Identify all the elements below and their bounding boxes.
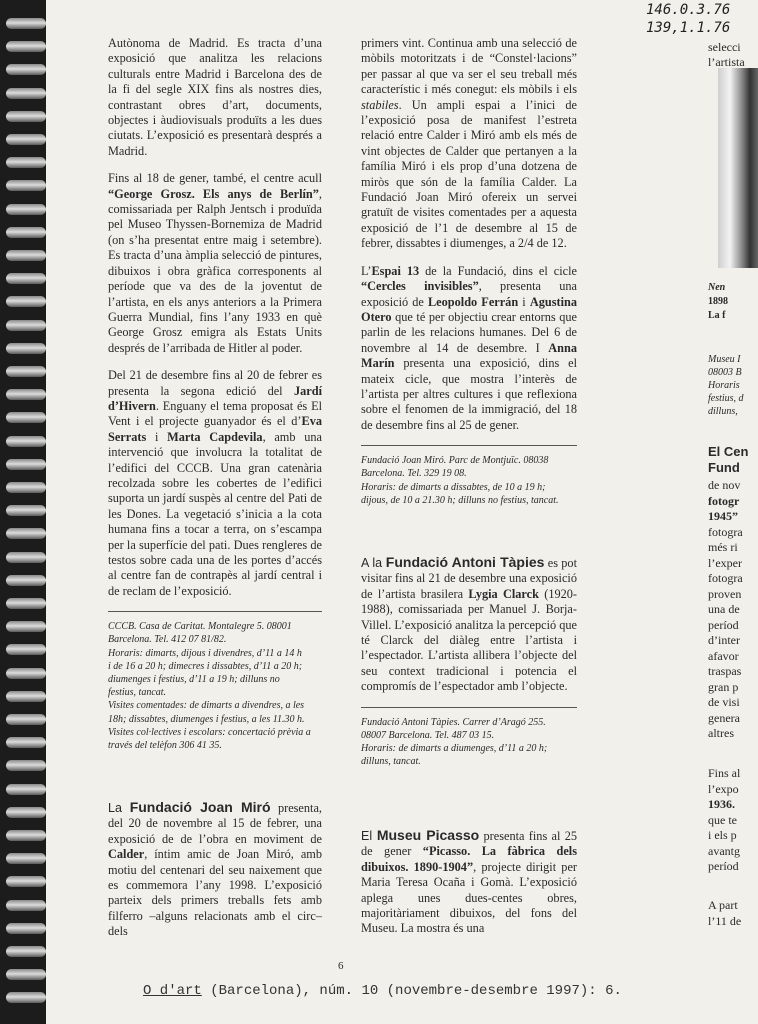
binding-coil: [6, 157, 46, 168]
binding-coil: [6, 923, 46, 934]
binding-coil: [6, 88, 46, 99]
miro-info: Fundació Joan Miró. Parc de Montjuïc. 08038 Barcelona. Tel. 329 19 08. Horaris: de dimarts a dissabtes, de 10 a 19 h; dijous, de 10 a 21.30 h; dilluns no festius, tancat.: [361, 455, 559, 506]
binding-coil: [6, 598, 46, 609]
fragment-line: l’11 de: [708, 913, 742, 928]
binding-coil: [6, 760, 46, 771]
fragment-line: 1936.: [708, 797, 735, 811]
binding-coil: [6, 737, 46, 748]
binding-coil: [6, 111, 46, 122]
fragment-line: fotogra: [708, 524, 743, 539]
page-number: 6: [338, 960, 344, 972]
fragment-line: de nov: [708, 478, 741, 492]
fragment-line: l’expo: [708, 781, 739, 796]
fragment-line: més ri: [708, 540, 738, 554]
cccb-info: CCCB. Casa de Caritat. Montalegre 5. 08001 Barcelona. Tel. 412 07 81/82. Horaris: dimarts, dijous i divendres, d’11 a 14 h i de 16 a 20 h; dimecres i dissabtes, d’11 a 20 h; diumenges i festius, d’11 a 19 h; dilluns no festius, tancat. Visites comentades: de dimarts a divendres, a les 18h; dissabtes, diumenges i festius, a les 11.30 h. Visites col·lectives i escolars: concertació prèvia a través del telèfon 306 41 35.: [108, 621, 311, 752]
divider: [361, 445, 577, 446]
binding-coil: [6, 876, 46, 887]
fragment-line: fotogra: [708, 571, 743, 585]
handwritten-ref-1: 146.0.3.76: [646, 2, 731, 18]
fragment-line: gran p: [708, 679, 739, 694]
binding-coil: [6, 900, 46, 911]
binding-coil: [6, 64, 46, 75]
fragment-line: proven: [708, 586, 742, 601]
binding-coil: [6, 482, 46, 493]
fragment-line: A part: [708, 898, 738, 912]
fragment-line: genera: [708, 710, 740, 725]
binding-coil: [6, 621, 46, 632]
binding-coil: [6, 389, 46, 400]
jardi-title: Jardí d’Hivern: [108, 383, 322, 413]
citation: O d'art (Barcelona), núm. 10 (novembre-desembre 1997): 6.: [143, 983, 622, 999]
binding-coil: [6, 714, 46, 725]
fragment-line: i els p: [708, 828, 737, 842]
tapies-section: [361, 555, 577, 780]
binding-coil: [6, 412, 46, 423]
binding-coil: [6, 273, 46, 284]
miro-lead: Fundació Joan Miró: [129, 799, 271, 815]
binding-coil: [6, 436, 46, 447]
binding-coil: [6, 505, 46, 516]
binding-coil: [6, 250, 46, 261]
binding-coil: [6, 528, 46, 539]
column-2: [361, 36, 577, 519]
picasso-section: [361, 828, 577, 949]
binding-coil: [6, 575, 46, 586]
binding-coil: [6, 18, 46, 29]
picasso-lead: Museu Picasso: [376, 827, 480, 843]
fragment-line: altres: [708, 726, 734, 740]
calder-paragraph: primers vint. Continua amb una selecció de mòbils motoritzats i de “Constel·lacions” per passar al que va ser el seu treball més característic i més conegut: els mòbils i els stabiles. Un ampli espai a l’inici de l’exposició posa de manifest l’estreta relació entre Calder i Miró amb els més de vint objectes de Calder que pertanyen a la família Miró i els prop d’una dotzena de miròs que són de la família Calder. La Fundació Joan Miró ofereix un servei gratuït de visites comentades per a aquesta exposició de l’1 de desembre al 15 de febrer, dissabtes i diumenges, a 2/4 de 12.: [361, 36, 577, 251]
grosz-title: “George Grosz. Els anys de Berlín”: [108, 186, 319, 201]
binding-coil: [6, 784, 46, 795]
jardi-paragraph: Del 21 de desembre fins al 20 de febrer es presenta la segona edició del Jardí d’Hivern. Enguany el tema proposat és El Vent i el projecte guanyador és el d’Eva Serrats i Marta Capdevila, amb una intervenció que involucra la totalitat de l’edifici del CCCB. Una gran catenària recolzada sobre les cobertes de l’edifici suporta un jardí suspès al centre del Pati de les Dones. La vegetació s’inicia a la cota humana fins a tocar a terra, on s’escampa per la superfície del pati. Dues rengleres de testos sobre cada una de les portes d’accés al centre fan de contrapès al jardí central i de reclam de l’exposició.: [108, 368, 322, 598]
column-3-fragment: selecci l’artista Nen 1898 La f Museu I 08003 B Horaris festius, d dilluns, El Cen Fund de nov fotogr 1945” fotogra més ri l’exper fotogra proven una de períod d’inter afavor traspas gran p de visi genera altres Fins al l’expo 1936. que te i els p avantg períod A part l’11 de: [708, 40, 749, 928]
binding-coil: [6, 343, 46, 354]
binding-coil: [6, 992, 46, 1003]
binding-coil: [6, 204, 46, 215]
fragment-line: Fins al: [708, 766, 741, 780]
handwritten-ref-2: 139,1.1.76: [646, 20, 731, 36]
binding-coil: [6, 691, 46, 702]
binding-coil: [6, 830, 46, 841]
binding-coil: [6, 320, 46, 331]
binding-coil: [6, 459, 46, 470]
binding-coil: [6, 807, 46, 818]
binding-coil: [6, 552, 46, 563]
fragment-line: avantg: [708, 843, 740, 858]
binding-coil: [6, 41, 46, 52]
binding-coil: [6, 668, 46, 679]
fragment-line: 1945”: [708, 509, 738, 523]
intro-paragraph: Autònoma de Madrid. Es tracta d’una exposició que analitza les relacions culturals entre Madrid i Barcelona des de la fi del segle XIX fins als nostres dies, contrastant obres d’art, documents, objectes i àudiovisuals produïts a les dues ciutats. L’exposició es presentarà després a Madrid.: [108, 36, 322, 158]
fragment-line: períod: [708, 859, 739, 873]
binding-coil: [6, 644, 46, 655]
tapies-lead: Fundació Antoni Tàpies: [385, 554, 545, 570]
fragment-line: l’exper: [708, 555, 742, 570]
fragment-line: que te: [708, 812, 737, 827]
tapies-info: Fundació Antoni Tàpies. Carrer d’Aragó 255. 08007 Barcelona. Tel. 487 03 15. Horaris: de dimarts a diumenges, d’11 a 20 h; dilluns, tancat.: [361, 716, 548, 768]
binding-coil: [6, 227, 46, 238]
spiral-binding: [0, 0, 46, 1024]
grosz-paragraph: Fins al 18 de gener, també, el centre acull “George Grosz. Els anys de Berlín”, comissariada per Ralph Jentsch i produïda pel Museo Thyssen-Bornemiza de Madrid (on s’ha presentat entre maig i setembre). Es tracta d’una àmplia selecció de pintures, dibuixos i obra gràfica corresponents al període que va des de la joventut de l’artista, en els anys anteriors a la Primera Guerra Mundial, fins l’any 1933 en què George Grosz emigra als Estats Units després de l’arribada de Hitler al poder.: [108, 171, 322, 355]
fragment-line: fotogr: [708, 493, 740, 508]
picasso-paragraph: El Museu Picasso presenta fins al 25 de gener “Picasso. La fàbrica dels dibuixos. 1890-1904”, projecte dirigit per Maria Teresa Ocaña i Gomà. L’exposició aplega unes dues-centes obres, majoritàriament dibuixos, del fons del Museu. La mostra és una: [361, 827, 578, 936]
column-1: [108, 36, 322, 764]
fragment-line: afavor: [708, 648, 739, 663]
binding-coil: [6, 180, 46, 191]
binding-coil: [6, 134, 46, 145]
binding-coil: [6, 296, 46, 307]
miro-paragraph: La Fundació Joan Miró presenta, del 20 de novembre al 15 de febrer, una exposició de de l’obra en moviment de Calder, íntim amic de Joan Miró, amb motiu del centenari del seu naixement que es commemora l’any 1998. L’exposició parteix dels primers treballs fets amb filferro –alguns relacionats amb el circ– dels: [108, 799, 322, 939]
binding-coil: [6, 969, 46, 980]
divider: [108, 611, 322, 612]
fragment-line: una de: [708, 602, 740, 616]
espai-paragraph: L’Espai 13 de la Fundació, dins el cicle “Cercles invisibles”, presenta una exposició de Leopoldo Ferrán i Agustina Otero que té per objectiu crear entorns que parlin de les relacions humanes. Del 6 de novembre al 14 de desembre. I Anna Marín presenta una exposició, dins el mateix cicle, que mostra l’interès de l’artista per altres cultures i que reflexiona sobre el fenomen de la immigració, del 18 de desembre fins al 25 de gener.: [361, 263, 577, 432]
binding-coil: [6, 853, 46, 864]
binding-coil: [6, 366, 46, 377]
fragment-line: d’inter: [708, 633, 740, 647]
fragment-line: traspas: [708, 664, 742, 678]
tapies-paragraph: A la Fundació Antoni Tàpies es pot visitar fins al 21 de desembre una exposició de l’artista brasilera Lygia Clarck (1920-1988), comissariada per Manuel J. Borja-Villel. L’exposició analitza la percepció que té Clarck del diàleg entre l’artista i l’espectador. L’artista allibera l’objecte del seu context tradicional i potencia el compromís de l’espectador amb l’objecte.: [361, 554, 578, 694]
binding-coil: [6, 946, 46, 957]
fragment-line: de visi: [708, 695, 740, 709]
fragment-line: períod: [708, 617, 739, 632]
divider: [361, 707, 577, 708]
miro-section: [108, 800, 322, 952]
